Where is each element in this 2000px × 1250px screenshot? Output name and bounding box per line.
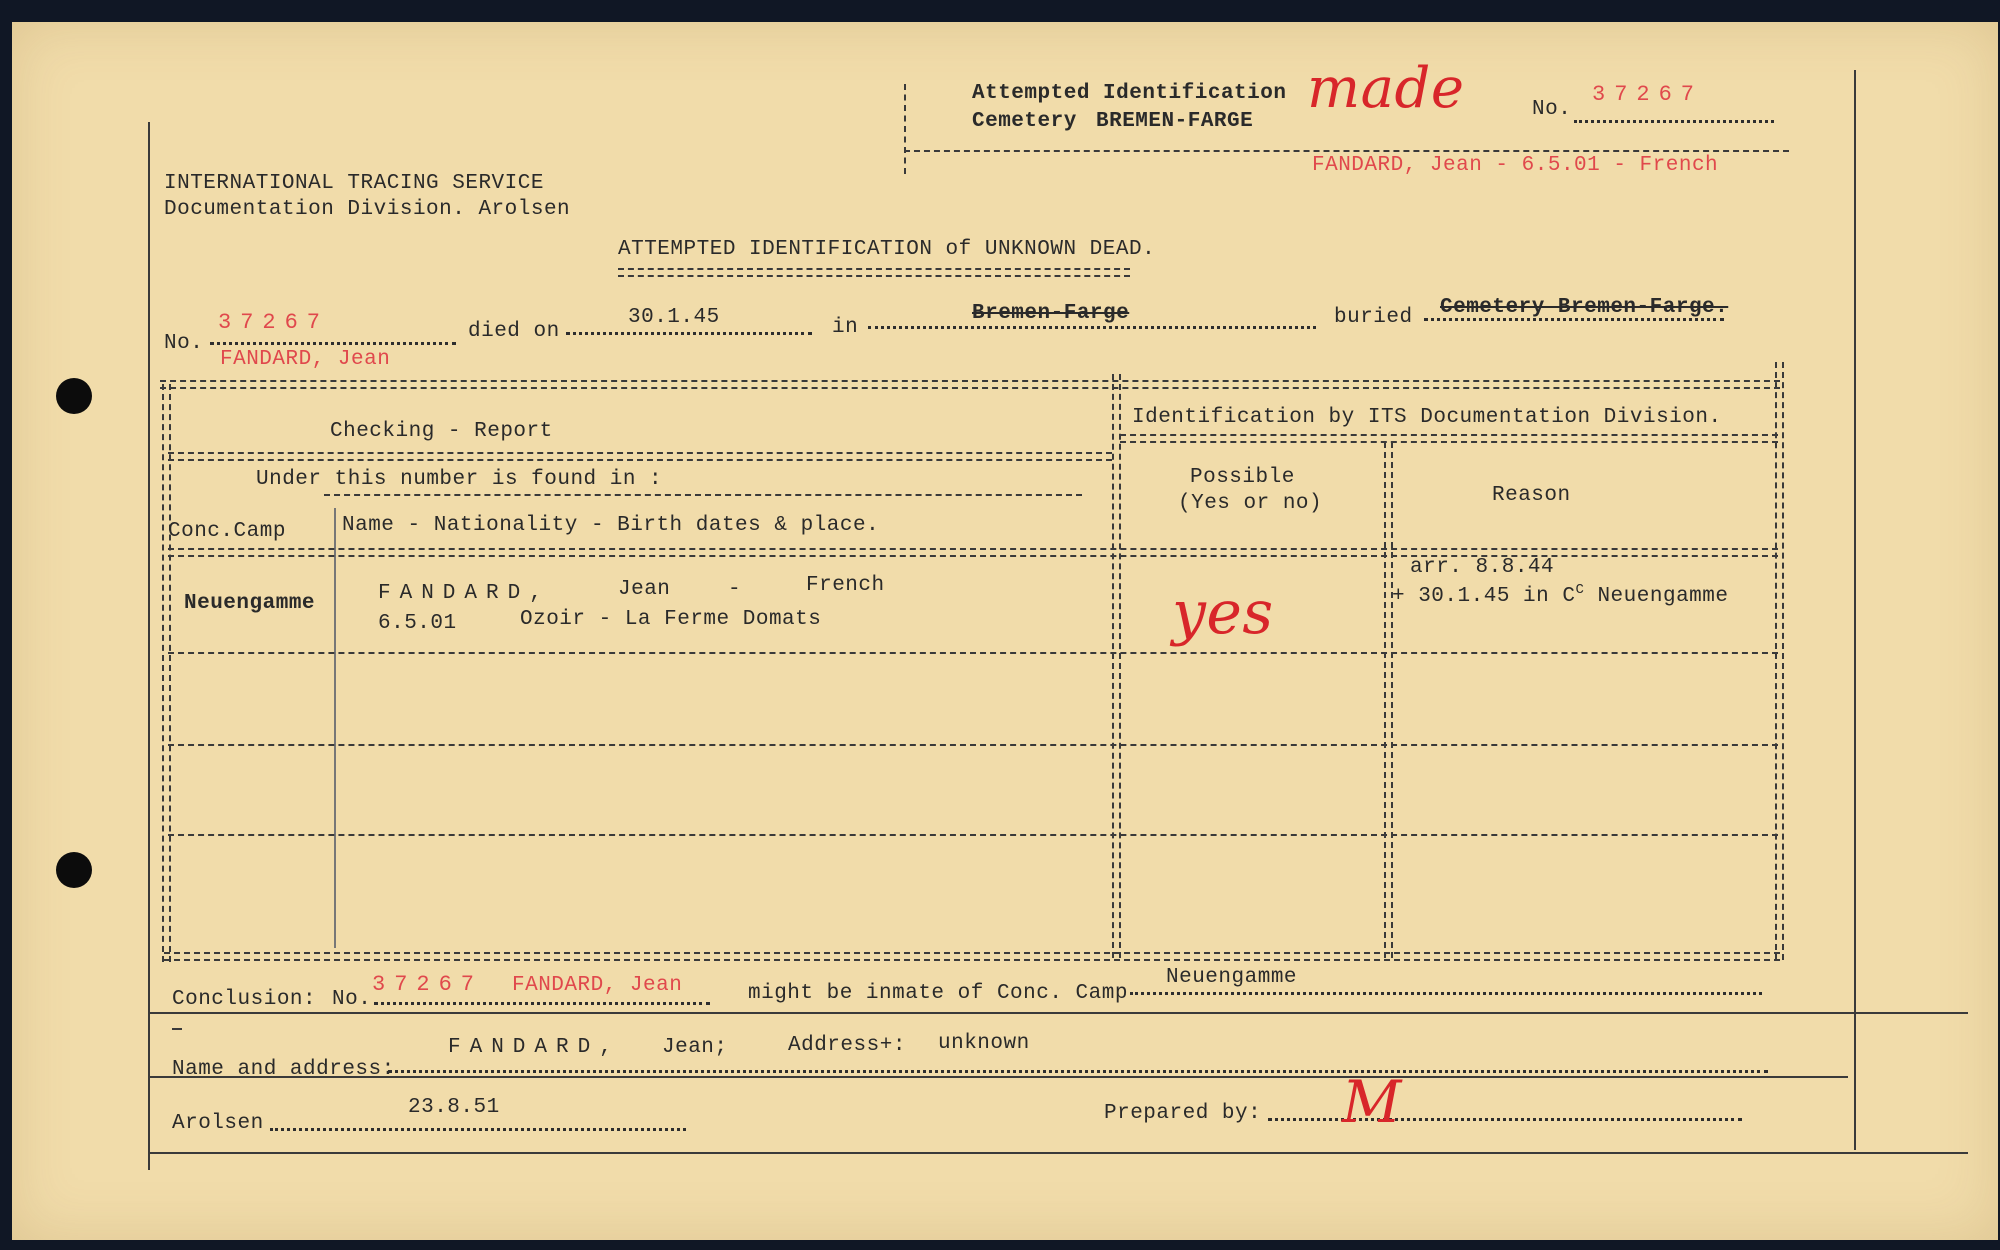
prepared-by-label: Prepared by: xyxy=(1104,1102,1262,1125)
row1-nationality: French xyxy=(806,574,885,597)
burial-place-dots xyxy=(1424,318,1724,321)
died-on-dots xyxy=(566,332,812,335)
form-title: ATTEMPTED IDENTIFICATION of UNKNOWN DEAD. xyxy=(618,238,1156,261)
record-no-label: No. xyxy=(164,332,204,355)
table-left-border xyxy=(162,384,171,962)
checking-report-rule xyxy=(168,452,1112,461)
prepared-by-signature: M xyxy=(1342,1068,1402,1136)
row-separator-1 xyxy=(168,652,1778,654)
under-number-text: Under this number is found in : xyxy=(256,468,663,491)
checking-report-heading: Checking - Report xyxy=(330,420,553,443)
conclusion-short-rule xyxy=(172,1028,182,1030)
row-separator-3 xyxy=(168,834,1778,836)
possible-heading: Possible xyxy=(1190,466,1295,489)
table-divider-reason xyxy=(1384,442,1393,958)
row1-reason-camp: Neuengamme xyxy=(1597,585,1729,608)
row1-reason-arrived: arr. 8.8.44 xyxy=(1410,556,1555,579)
column-header-name: Name - Nationality - Birth dates & place. xyxy=(342,514,880,537)
name-address-surname: FANDARD, xyxy=(448,1036,621,1059)
header-no-value: 37267 xyxy=(1592,82,1704,107)
header-box-left-edge xyxy=(904,84,906,174)
record-no-value: 37267 xyxy=(218,310,330,335)
identification-heading: Identification by ITS Documentation Division. xyxy=(1132,406,1722,429)
conclusion-middle-text: might be inmate of Conc. Camp xyxy=(748,982,1128,1005)
table-divider-camp xyxy=(334,508,336,948)
header-cemetery-label: Cemetery xyxy=(972,110,1077,133)
header-no-label: No. xyxy=(1532,98,1572,121)
under-number-rule xyxy=(324,494,1082,496)
conclusion-rule xyxy=(148,1012,1968,1014)
card-frame-right xyxy=(1854,70,1856,1150)
reason-heading: Reason xyxy=(1492,484,1571,507)
row1-dash: - xyxy=(728,578,742,601)
buried-label: buried xyxy=(1334,306,1413,329)
table-bottom-border xyxy=(164,952,1780,961)
card-frame-bottom xyxy=(148,1152,1968,1154)
row1-reason-died xyxy=(1392,582,1728,608)
record-red-name: FANDARD, Jean xyxy=(220,348,391,371)
org-name: INTERNATIONAL TRACING SERVICE xyxy=(164,172,544,195)
conclusion-camp-dots xyxy=(1130,992,1762,995)
conclusion-no-value: 37267 xyxy=(372,972,484,997)
death-place-value: Bremen-Farge xyxy=(972,302,1130,325)
row1-birth-place: Ozoir - La Ferme Domats xyxy=(520,608,822,631)
conclusion-no-label: No. xyxy=(332,988,372,1011)
address-label: Address+: xyxy=(788,1034,906,1057)
row1-firstname: Jean xyxy=(618,578,671,601)
header-box-bottom-edge xyxy=(904,150,1789,152)
name-address-label: Name and address: xyxy=(172,1058,395,1081)
name-address-firstname: Jean; xyxy=(662,1036,728,1059)
punch-hole-top xyxy=(56,378,92,414)
record-no-dots xyxy=(210,342,456,345)
handwritten-made: made xyxy=(1307,56,1465,121)
conclusion-no-dots xyxy=(374,1002,710,1005)
row1-camp: Neuengamme xyxy=(184,592,316,615)
header-attempted-identification: Attempted Identification xyxy=(972,82,1287,105)
name-address-dots xyxy=(388,1070,1768,1073)
table-divider-main xyxy=(1112,374,1121,958)
row-separator-2 xyxy=(168,744,1778,746)
died-on-label: died on xyxy=(468,320,560,343)
column-header-camp: Conc.Camp xyxy=(168,520,286,543)
form-title-underline xyxy=(618,268,1130,277)
conclusion-label: Conclusion: xyxy=(172,988,317,1011)
prepared-by-dots xyxy=(1268,1118,1742,1121)
name-address-rule xyxy=(148,1076,1848,1078)
identification-rule xyxy=(1120,434,1778,443)
header-cemetery-value: BREMEN-FARGE xyxy=(1096,110,1254,133)
row1-surname: FANDARD, xyxy=(378,582,551,605)
footer-place: Arolsen xyxy=(172,1112,264,1135)
table-top-border xyxy=(160,380,1780,389)
red-subject-line: FANDARD, Jean - 6.5.01 - French xyxy=(1312,154,1719,177)
conclusion-camp-value: Neuengamme xyxy=(1166,966,1298,989)
index-card xyxy=(12,22,1998,1240)
burial-place-value: Cemetery Bremen-Farge. xyxy=(1440,296,1729,319)
table-right-border xyxy=(1775,362,1784,960)
row1-reason-died-text: + 30.1.45 in C xyxy=(1392,585,1576,608)
in-label: in xyxy=(832,316,859,339)
row1-reason-superscript: C xyxy=(1575,582,1585,598)
conclusion-name: FANDARD, Jean xyxy=(512,974,683,997)
address-value: unknown xyxy=(938,1032,1030,1055)
row1-birth-date: 6.5.01 xyxy=(378,612,457,635)
footer-date: 23.8.51 xyxy=(408,1096,500,1119)
death-place-dots xyxy=(868,326,1316,329)
row1-possible-yes: yes xyxy=(1172,578,1274,648)
header-no-dots xyxy=(1574,120,1774,123)
footer-date-dots xyxy=(270,1128,686,1131)
yes-or-no-heading: (Yes or no) xyxy=(1178,492,1323,515)
died-on-value: 30.1.45 xyxy=(628,306,720,329)
punch-hole-bottom xyxy=(56,852,92,888)
org-division: Documentation Division. Arolsen xyxy=(164,198,571,221)
